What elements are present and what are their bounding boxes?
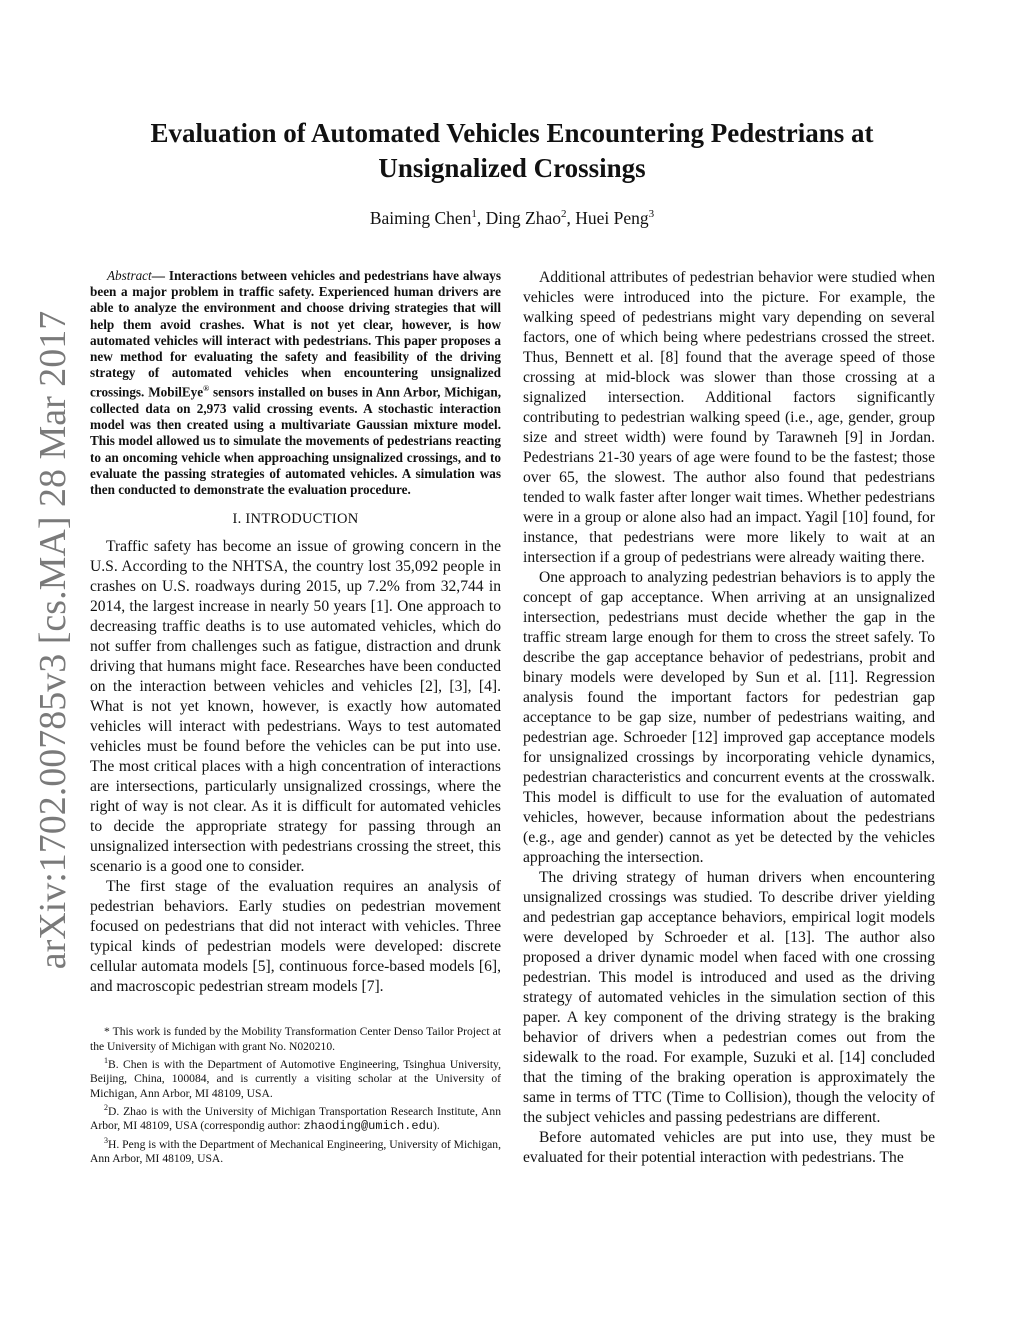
- footnote-author-2: [90, 1101, 501, 1134]
- author-name: Huei Peng: [575, 208, 649, 228]
- footnote-author-1: [90, 1054, 501, 1101]
- footnote-marker: 1: [104, 1056, 108, 1066]
- footnote-text: B. Chen is with the Department of Automotive Engineering, Tsinghua University, Beijing, China, 100084, and is currently a visiting scholar at the University of Michigan, Ann Arbor, MI 48109, USA.: [90, 1057, 501, 1100]
- affiliation-marker: 1: [471, 208, 477, 221]
- body-paragraph: Additional attributes of pedestrian behavior were studied when vehicles were introduced into the picture. For example, the walking speed of pedestrians might vary depending on several factors, one of which being where pedestrians crossed the street. Thus, Bennett et al. [8] found that the average speed of those crossing at mid-block was slower than those crossing at a signalized intersection. Additional factors significantly contributing to pedestrian walking speed (i.e., age, gender, group size and street width) were found by Tarawneh [9] in Jordan. Pedestrians 21-30 years of age were found to be the fastest; those over 65, the slowest. The author also found that pedestrians tended to walk faster after longer wait times. Whether pedestrians were in a group or alone also had an impact. Yagil [10] found, for instance, that pedestrians were more likely to wait at an intersection if a group of pedestrians were already waiting there.: [523, 269, 935, 566]
- section-heading: I. INTRODUCTION: [232, 511, 359, 528]
- paper-title: Evaluation of Automated Vehicles Encountering Pedestrians at Unsignalized Crossings: [150, 118, 874, 183]
- body-paragraph: One approach to analyzing pedestrian behaviors is to apply the concept of gap acceptance. When arriving at an unsignalized intersection, pedestrians must decide whether the gap in the traffic stream large enough for them to cross the street safely. To describe the gap acceptance behavior of pedestrians, probit and binary models were developed by Sun et al. [11]. Regression analysis found the important factors for pedestrian gap acceptance to be gap size, number of pedestrians waiting, and pedestrian age. Schroeder [12] improved gap acceptance models for unsignalized crossings by incorporating vehicle dynamics, pedestrian characteristics and concurrent events at the crosswalk. This model is difficult to use for the evaluation of automated vehicles, however, because information about the pedestrians (e.g., age and gender) cannot as yet be detected by the vehicles approaching the intersection.: [523, 569, 935, 866]
- author-name: Baiming Chen: [369, 208, 472, 228]
- body-paragraph: Traffic safety has become an issue of growing concern in the U.S. According to the NHTSA, the country lost 35,092 people in crashes on U.S. roadways during 2015, up 7.2% from 32,744 in 2014, the largest increase in nearly 50 years [1]. One approach to decreasing traffic deaths is to use automated vehicles, which do not suffer from challenges such as fatigue, distraction and drunk driving that humans might face. Researches have been conducted on the interaction between vehicles and vehicles [2], [3], [4]. What is not yet known, however, is exactly how automated vehicles will interact with pedestrians. Ways to test automated vehicles must be found before the vehicles can be put into use. The most critical places with a high concentration of interactions are intersections, particularly unsignalized crossings, where the right of way is not clear. As it is difficult for automated vehicles to decide the appropriate strategy for passing through an unsignalized intersection with pedestrians crossing the street, this scenario is a good one to consider.: [90, 538, 501, 876]
- affiliation-marker: 3: [648, 208, 655, 221]
- footnote-text: ).: [432, 1119, 440, 1133]
- body-paragraph: Before automated vehicles are put into use, they must be evaluated for their potential interaction with pedestrians. The: [523, 1129, 935, 1166]
- email-link[interactable]: zhaoding@umich.edu: [303, 1119, 433, 1134]
- affiliation-marker: 2: [561, 208, 567, 221]
- footnote-text: H. Peng is with the Department of Mechanical Engineering, University of Michigan, Ann Arbor, MI 48109, USA.: [90, 1137, 501, 1166]
- abstract-text: — Interactions between vehicles and pedestrians have always been a major problem in traffic safety. Experienced human drivers are able to analyze the environment and choose driving strategies that will help them avoid crashes. What is not yet clear, however, is how automated vehicles will interact with pedestrians. This paper proposes a new method for evaluating the safety and feasibility of the driving strategy of automated vehicles when encountering unsignalized crossings. MobilEye: [90, 268, 501, 400]
- author-list: [100, 208, 924, 229]
- footnote-funding: * This work is funded by the Mobility Transformation Center Denso Tailor Project at the University of Michigan with grant No. N020210.: [90, 1025, 501, 1053]
- footnote-author-3: [90, 1134, 501, 1167]
- left-column: [90, 268, 501, 1166]
- author-separator: ,: [476, 208, 486, 228]
- registered-mark: ®: [203, 384, 210, 394]
- arxiv-identifier: arXiv:1702.00785v3 [cs.MA] 28 Mar 2017: [32, 310, 74, 970]
- body-paragraph: The first stage of the evaluation requires an analysis of pedestrian behaviors. Early studies on pedestrian movement focused on pedestrians that did not interact with vehicles. Three typical kinds of pedestrian models were developed: discrete cellular automata models [5], continuous force-based models [6], and macroscopic pedestrian stream models [7].: [90, 878, 501, 996]
- right-column: [523, 268, 935, 1168]
- footnotes: [90, 1025, 501, 1166]
- abstract-label: Abstract: [107, 268, 152, 283]
- author-separator: ,: [566, 208, 576, 228]
- abstract-text: sensors installed on buses in Ann Arbor, Michigan, collected data on 2,973 valid crossing events. A stochastic interaction model was then created using a multivariate Gaussian mixture model. This model allowed us to simulate the movements of pedestrians reacting to an oncoming vehicle when approaching unsignalized crossings, and to evaluate the passing strategies of automated vehicles. A simulation was then conducted to demonstrate the evaluation procedure.: [90, 384, 501, 498]
- footnote-marker: 3: [104, 1135, 108, 1145]
- body-paragraph: The driving strategy of human drivers when encountering unsignalized crossings was studied. To describe driver yielding and pedestrian gap acceptance behaviors, empirical logit models were developed by Schroeder et al. [13]. The author also proposed a driver dynamic model when faced with one crossing pedestrian. This model is introduced and used as the driving strategy of automated vehicles in the simulation section of this paper. A key component of the driving strategy is the braking behavior of drivers when a pedestrian comes out from the sidewalk to the road. For example, Suzuki et al. [14] concluded that the timing of the braking operation is approximately the same in terms of TTC (Time to Collision), though the velocity of the subject vehicles and passing pedestrians are different.: [523, 869, 935, 1126]
- author-name: Ding Zhao: [485, 208, 562, 228]
- footnote-text: D. Zhao is with the University of Michigan Transportation Research Institute, Ann Arbor, MI 48109, USA (correspondig author:: [90, 1104, 501, 1133]
- abstract: [90, 268, 501, 498]
- footnote-marker: 2: [104, 1103, 108, 1113]
